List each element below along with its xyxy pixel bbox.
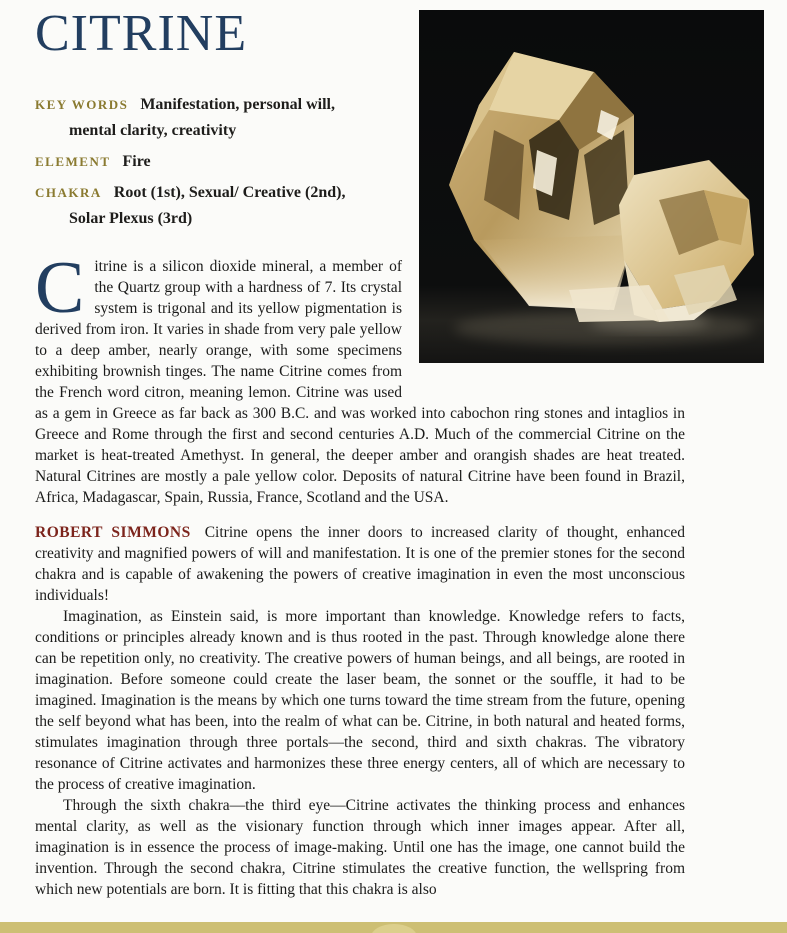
property-value: Manifestation, personal will, mental clarity, creativity — [69, 96, 335, 139]
property-row-keywords — [35, 92, 353, 144]
drop-cap: C — [35, 247, 85, 329]
footer-decorative-bar — [0, 922, 787, 933]
citrine-crystal-photo — [419, 10, 764, 363]
simmons-paragraph-3: Through the sixth chakra—the third eye—Citrine activates the thinking process and enhances mental clarity, as well as the visionary function through which inner images appear. After all, imagination is in essence the process of image-making. Until one has the image, one cannot build the invention. Through the second chakra, Citrine stimulates the creative function, the wellspring from which new potentials are born. It is fitting that this chakra is also — [35, 797, 685, 898]
property-row-chakra — [35, 180, 353, 232]
property-label: KEY WORDS — [35, 97, 129, 112]
simmons-author-label: ROBERT SIMMONS — [35, 524, 191, 541]
intro-text: itrine is a silicon dioxide mineral, a member of the Quartz group with a hardness of 7. Its crystal system is trigonal and its yellow pigmentation is derived from iron. It varies in shade from very pale yellow to a deep amber, nearly orange, with some specimens exhibiting brownish tinges. The name Citrine comes from the French word citron, meaning lemon. Citrine was used as a gem in Greece as far back as 300 B.C. and was worked into cabochon ring stones and intaglios in Greece and Rome through the first and second centuries A.D. Much of the commercial Citrine on the market is heat-treated Amethyst. In general, the deeper amber and orangish shades are heat treated. Natural Citrines are mostly a pale yellow color. Deposits of natural Citrine have been found in Brazil, Africa, Madagascar, Spain, Russia, France, Scotland and the USA. — [35, 258, 685, 506]
page-title: CITRINE — [35, 5, 248, 62]
simmons-paragraph-2: Imagination, as Einstein said, is more important than knowledge. Knowledge refers to facts, conditions or principles already known and is thus rooted in the past. Through knowledge alone there can be repetition only, no creativity. The creative powers of human beings, and all beings, are rooted in imagination. Before someone could create the laser beam, the sonnet or the souffle, it had to be imagined. Imagination is the means by which one turns toward the time stream from the future, opening the self beyond what has been, into the realm of what can be. Citrine, in both natural and heated forms, stimulates imagination through three portals—the second, third and sixth chakras. The vibratory resonance of Citrine activates and harmonizes these three energy centers, all of which are necessary to the process of creative imagination. — [35, 608, 685, 793]
property-label: CHAKRA — [35, 185, 102, 200]
property-value: Fire — [122, 153, 151, 170]
simmons-lead-paragraph — [35, 522, 685, 606]
stone-properties — [35, 92, 353, 232]
simmons-lead-text: Citrine opens the inner doors to increased clarity of thought, enhanced creativity and magnified powers of will and manifestation. It is one of the premier stones for the second chakra and is capable of awakening the powers of creative imagination in even the most unconscious individuals! — [35, 524, 685, 604]
property-row-element — [35, 149, 353, 175]
footer-ornament — [371, 924, 417, 933]
property-value: Root (1st), Sexual/ Creative (2nd), Solar Plexus (3rd) — [69, 184, 346, 227]
citrine-crystal-illustration — [419, 10, 764, 363]
property-label: ELEMENT — [35, 154, 111, 169]
